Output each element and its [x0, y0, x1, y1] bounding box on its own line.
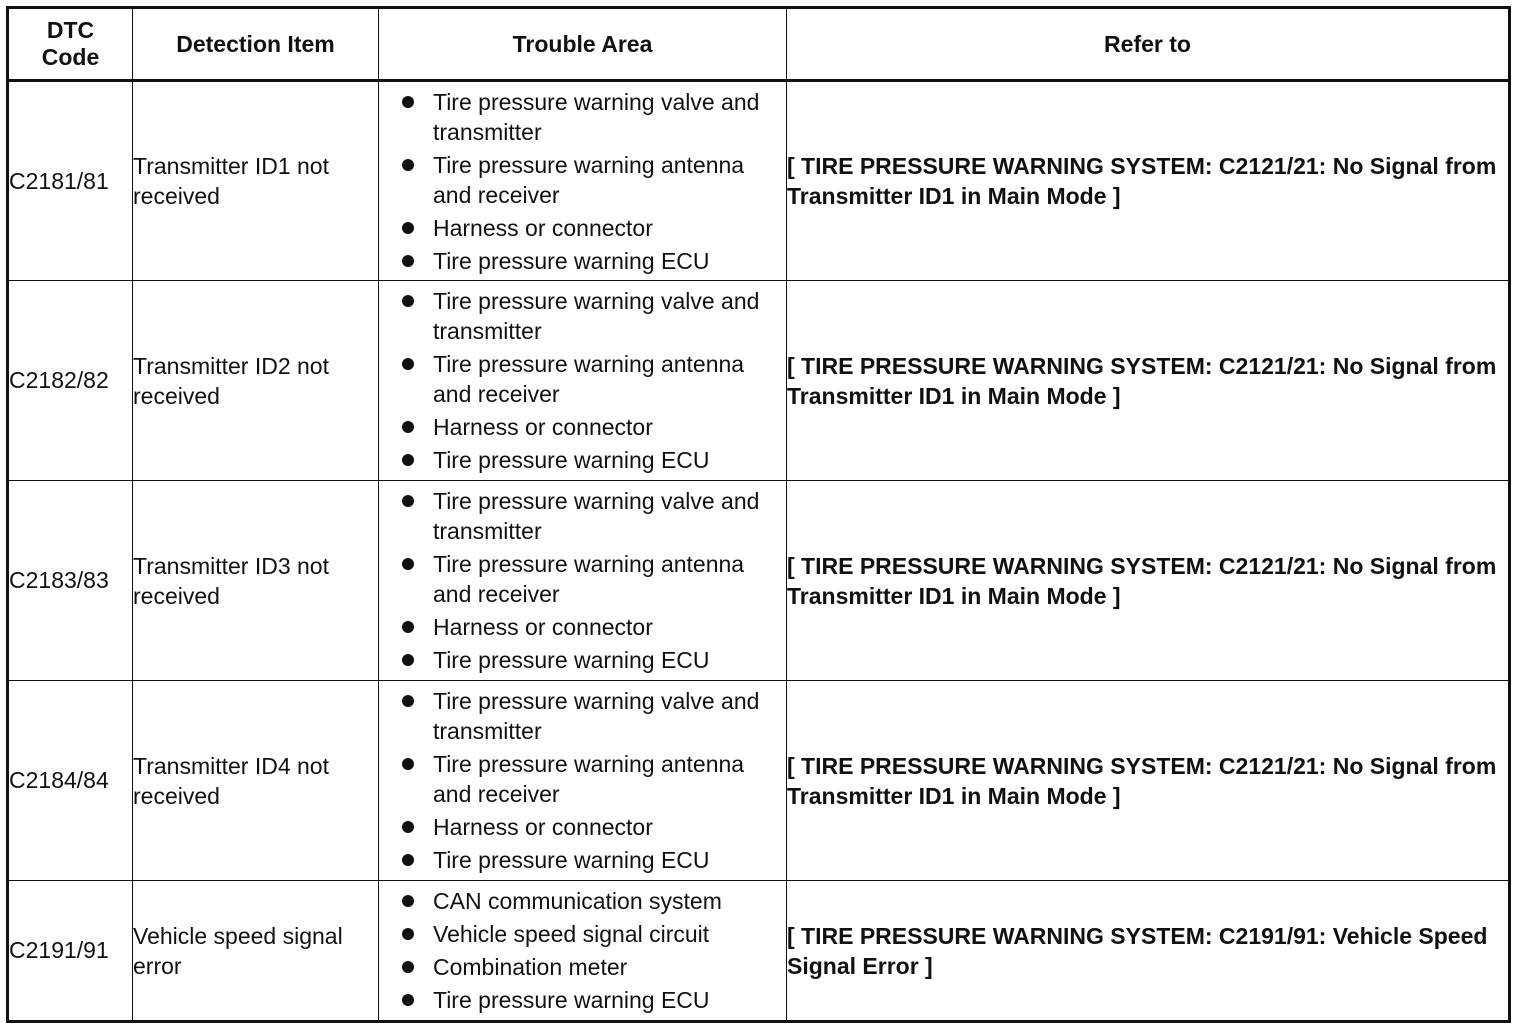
- bullet-icon: [402, 96, 414, 108]
- header-trouble-area: Trouble Area: [379, 8, 787, 81]
- table-row: [8, 681, 1510, 881]
- trouble-area-item: [379, 952, 786, 982]
- trouble-area-list: [379, 486, 786, 675]
- trouble-area-text: Harness or connector: [433, 614, 653, 640]
- detection-item-cell: Transmitter ID3 not received: [133, 481, 379, 681]
- table-row: [8, 81, 1510, 281]
- dtc-code-cell: C2182/82: [8, 281, 133, 481]
- trouble-area-text: Tire pressure warning antenna and receiver: [433, 751, 745, 807]
- bullet-icon: [402, 454, 414, 466]
- trouble-area-text: Tire pressure warning ECU: [433, 247, 710, 274]
- trouble-area-text: Tire pressure warning antenna and receiver: [433, 351, 745, 407]
- trouble-area-text: Tire pressure warning ECU: [433, 647, 710, 673]
- trouble-area-item: [379, 886, 786, 916]
- trouble-area-item: [379, 486, 786, 546]
- bullet-icon: [402, 928, 414, 940]
- table-row: [8, 281, 1510, 481]
- trouble-area-item: [379, 286, 786, 346]
- bullet-icon: [402, 961, 414, 973]
- table-row: [8, 881, 1510, 1022]
- detection-item-cell: Transmitter ID4 not received: [133, 681, 379, 881]
- trouble-area-item: [379, 445, 786, 475]
- header-row: [8, 8, 1510, 81]
- dtc-code-cell: C2181/81: [8, 81, 133, 281]
- trouble-area-text: Tire pressure warning ECU: [433, 847, 710, 873]
- refer-to-cell: [ TIRE PRESSURE WARNING SYSTEM: C2191/91: Vehicle Speed Signal Error ]: [787, 881, 1510, 1022]
- bullet-icon: [402, 358, 414, 370]
- trouble-area-list: [379, 686, 786, 875]
- trouble-area-item: [379, 246, 786, 276]
- dtc-code-cell: C2191/91: [8, 881, 133, 1022]
- trouble-area-text: CAN communication system: [433, 888, 722, 914]
- bullet-icon: [402, 222, 414, 234]
- bullet-icon: [402, 758, 414, 770]
- detection-item-cell: Transmitter ID1 not received: [133, 81, 379, 281]
- trouble-area-item: [379, 686, 786, 746]
- bullet-icon: [402, 495, 414, 507]
- trouble-area-item: [379, 150, 786, 210]
- trouble-area-cell: [379, 281, 787, 481]
- dtc-code-cell: C2183/83: [8, 481, 133, 681]
- trouble-area-item: [379, 812, 786, 842]
- bullet-icon: [402, 895, 414, 907]
- trouble-area-text: Vehicle speed signal circuit: [433, 921, 710, 947]
- trouble-area-item: [379, 412, 786, 442]
- trouble-area-list: [379, 87, 786, 276]
- trouble-area-item: [379, 845, 786, 875]
- bullet-icon: [402, 421, 414, 433]
- refer-to-cell: [ TIRE PRESSURE WARNING SYSTEM: C2121/21: No Signal from Transmitter ID1 in Main Mode ]: [787, 681, 1510, 881]
- trouble-area-item: [379, 87, 786, 147]
- refer-to-cell: [ TIRE PRESSURE WARNING SYSTEM: C2121/21: No Signal from Transmitter ID1 in Main Mode ]: [787, 81, 1510, 281]
- header-dtc-code-text: DTC Code: [41, 17, 100, 70]
- header-dtc-code: [8, 8, 133, 81]
- trouble-area-cell: [379, 681, 787, 881]
- table-body: [8, 81, 1510, 1022]
- table-header: [8, 8, 1510, 81]
- bullet-icon: [402, 621, 414, 633]
- trouble-area-cell: [379, 81, 787, 281]
- bullet-icon: [402, 695, 414, 707]
- trouble-area-text: Tire pressure warning valve and transmitter: [433, 688, 760, 744]
- bullet-icon: [402, 994, 414, 1006]
- trouble-area-item: [379, 349, 786, 409]
- dtc-code-cell: C2184/84: [8, 681, 133, 881]
- bullet-icon: [402, 558, 414, 570]
- trouble-area-item: [379, 645, 786, 675]
- bullet-icon: [402, 821, 414, 833]
- trouble-area-text: Tire pressure warning ECU: [433, 447, 710, 473]
- trouble-area-text: Combination meter: [433, 954, 628, 980]
- refer-to-cell: [ TIRE PRESSURE WARNING SYSTEM: C2121/21: No Signal from Transmitter ID1 in Main Mode ]: [787, 281, 1510, 481]
- trouble-area-text: Tire pressure warning valve and transmitter: [433, 288, 760, 344]
- trouble-area-item: [379, 213, 786, 243]
- trouble-area-text: Tire pressure warning valve and transmitter: [433, 88, 760, 145]
- header-detection-item: Detection Item: [133, 8, 379, 81]
- trouble-area-item: [379, 612, 786, 642]
- table-row: [8, 481, 1510, 681]
- trouble-area-cell: [379, 481, 787, 681]
- trouble-area-item: [379, 549, 786, 609]
- trouble-area-cell: [379, 881, 787, 1022]
- trouble-area-item: [379, 749, 786, 809]
- trouble-area-text: Tire pressure warning valve and transmitter: [433, 488, 760, 544]
- trouble-area-list: [379, 286, 786, 475]
- trouble-area-item: [379, 985, 786, 1015]
- trouble-area-list: [379, 886, 786, 1015]
- refer-to-cell: [ TIRE PRESSURE WARNING SYSTEM: C2121/21: No Signal from Transmitter ID1 in Main Mode ]: [787, 481, 1510, 681]
- dtc-table: [6, 6, 1511, 1023]
- trouble-area-text: Harness or connector: [433, 814, 653, 840]
- bullet-icon: [402, 159, 414, 171]
- trouble-area-text: Harness or connector: [433, 414, 653, 440]
- bullet-icon: [402, 854, 414, 866]
- trouble-area-text: Harness or connector: [433, 214, 653, 241]
- bullet-icon: [402, 654, 414, 666]
- detection-item-cell: Transmitter ID2 not received: [133, 281, 379, 481]
- bullet-icon: [402, 295, 414, 307]
- trouble-area-item: [379, 919, 786, 949]
- bullet-icon: [402, 255, 414, 267]
- trouble-area-text: Tire pressure warning antenna and receiver: [433, 551, 745, 607]
- detection-item-cell: Vehicle speed signal error: [133, 881, 379, 1022]
- trouble-area-text: Tire pressure warning ECU: [433, 987, 710, 1013]
- header-refer-to: Refer to: [787, 8, 1510, 81]
- trouble-area-text: Tire pressure warning antenna and receiver: [433, 151, 745, 208]
